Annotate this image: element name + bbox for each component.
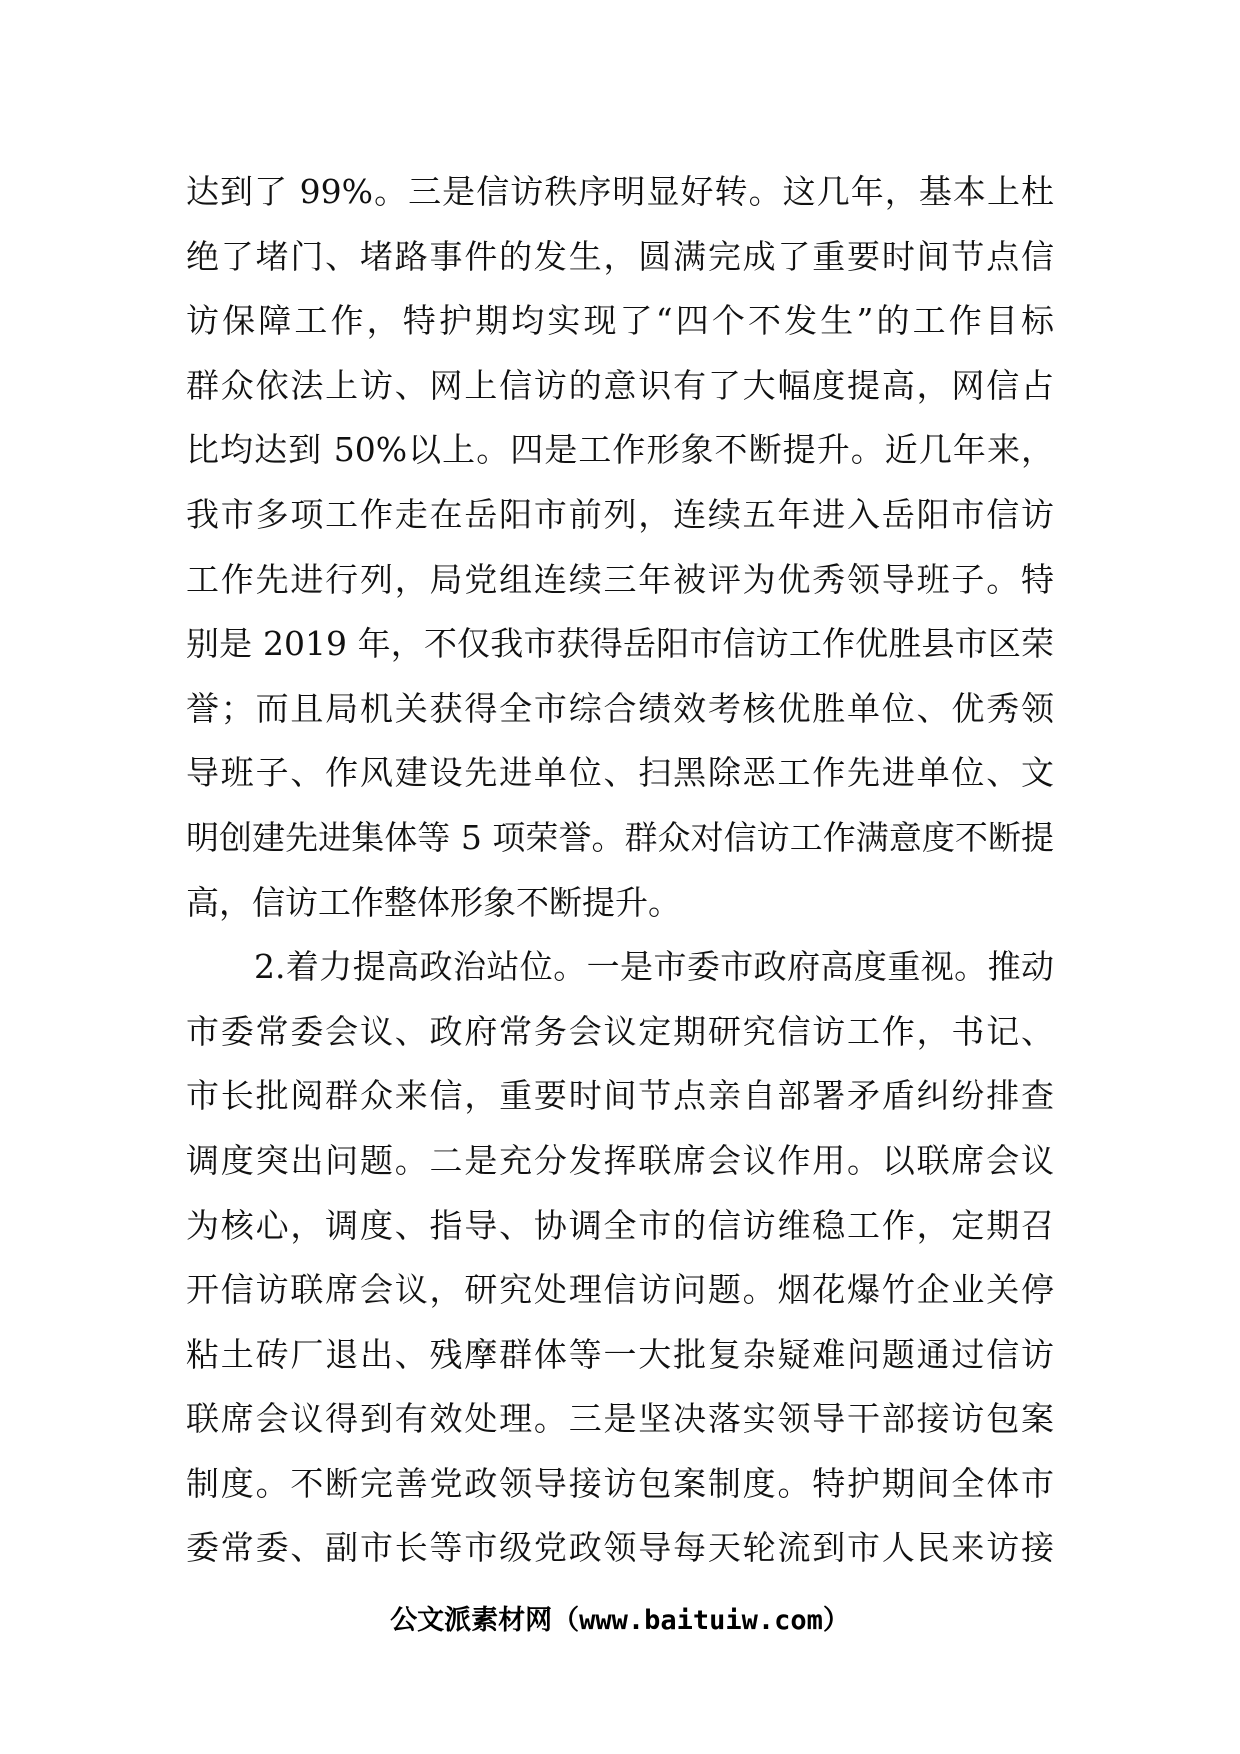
text-line: 高，信访工作整体形象不断提升。 [186,882,681,922]
footer-url: （www.baituiw.com） [552,1605,850,1636]
text-line: 为核心，调度、指导、协调全市的信访维稳工作，定期召 [186,1205,1054,1245]
text-line: 委常委、副市长等市级党政领导每天轮流到市人民来访接 [186,1528,1054,1568]
text-line: 群众依法上访、网上信访的意识有了大幅度提高，网信占 [186,365,1054,405]
text-line: 别是 2019 年，不仅我市获得岳阳市信访工作优胜县市区荣 [186,624,1054,664]
text-line: 联席会议得到有效处理。三是坚决落实领导干部接访包案 [186,1399,1054,1439]
text-line: 开信访联席会议，研究处理信访问题。烟花爆竹企业关停 [186,1270,1054,1310]
page-footer [0,1598,1240,1637]
text-line: 市长批阅群众来信，重要时间节点亲自部署矛盾纠纷排查 [186,1076,1054,1116]
text-line: 调度突出问题。二是充分发挥联席会议作用。以联席会议 [186,1140,1054,1180]
footer-site-name: 公文派素材网 [390,1605,553,1636]
text-line: 绝了堵门、堵路事件的发生，圆满完成了重要时间节点信 [186,236,1054,276]
text-line: 工作先进行列，局党组连续三年被评为优秀领导班子。特 [186,559,1054,599]
document-body [186,160,1054,1581]
text-line: 誉；而且局机关获得全市综合绩效考核优胜单位、优秀领 [186,688,1054,728]
paragraph-start-line: 2.着力提高政治站位。一是市委市政府高度重视。推动 [254,947,1054,987]
text-line: 访保障工作，特护期均实现了“四个不发生”的工作目标 [186,301,1054,341]
text-line: 明创建先进集体等 5 项荣誉。群众对信访工作满意度不断提 [186,817,1054,857]
text-line: 粘土砖厂退出、残摩群体等一大批复杂疑难问题通过信访 [186,1334,1054,1374]
text-line: 导班子、作风建设先进单位、扫黑除恶工作先进单位、文 [186,753,1054,793]
text-line: 市委常委会议、政府常务会议定期研究信访工作，书记、 [186,1011,1054,1051]
text-line: 制度。不断完善党政领导接访包案制度。特护期间全体市 [186,1463,1054,1503]
text-line: 比均达到 50%以上。四是工作形象不断提升。近几年来， [186,430,1054,470]
text-line: 我市多项工作走在岳阳市前列，连续五年进入岳阳市信访 [186,494,1054,534]
text-line: 达到了 99%。三是信访秩序明显好转。这几年，基本上杜 [186,172,1054,211]
